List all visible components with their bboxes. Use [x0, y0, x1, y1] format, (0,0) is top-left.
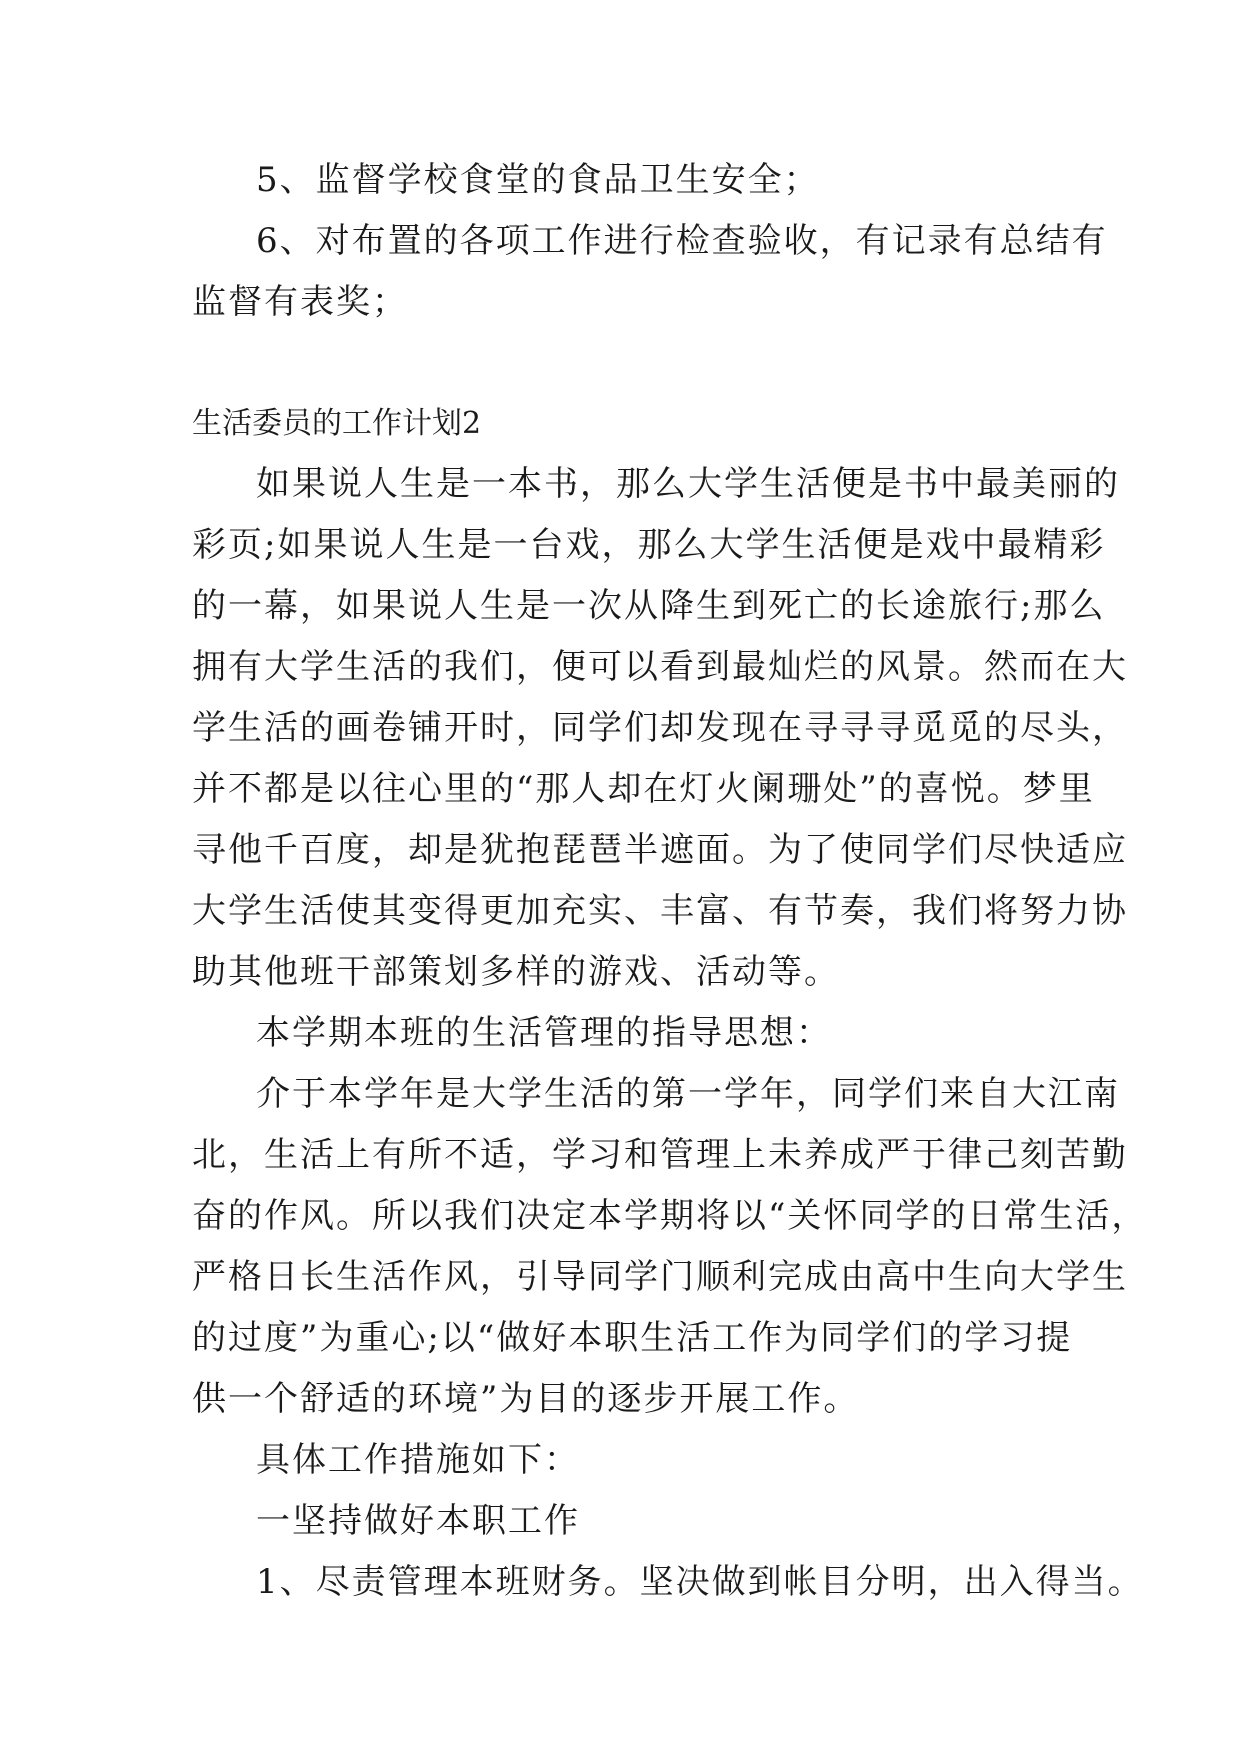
paragraph-line: 寻他千百度，却是犹抱琵琶半遮面。为了使同学们尽快适应 [192, 830, 1128, 870]
paragraph-line: 拥有大学生活的我们，便可以看到最灿烂的风景。然而在大 [192, 647, 1128, 687]
list-item: 6、对布置的各项工作进行检查验收，有记录有总结有 [256, 221, 1108, 261]
paragraph-line: 大学生活使其变得更加充实、丰富、有节奏，我们将努力协 [192, 891, 1128, 931]
paragraph-line: 助其他班干部策划多样的游戏、活动等。 [192, 952, 840, 992]
paragraph-line: 严格日长生活作风，引导同学门顺利完成由高中生向大学生 [192, 1257, 1128, 1297]
paragraph-line: 学生活的画卷铺开时，同学们却发现在寻寻寻觅觅的尽头， [192, 708, 1128, 748]
paragraph-line: 彩页;如果说人生是一台戏，那么大学生活便是戏中最精彩 [192, 525, 1106, 565]
list-item: 1、尽责管理本班财务。坚决做到帐目分明，出入得当。 [256, 1562, 1144, 1602]
list-item: 5、监督学校食堂的食品卫生安全； [256, 160, 820, 200]
paragraph-line: 的一幕，如果说人生是一次从降生到死亡的长途旅行;那么 [192, 586, 1106, 626]
paragraph-line: 并不都是以往心里的“那人却在灯火阑珊处”的喜悦。梦里 [192, 769, 1095, 809]
subsection-heading: 一坚持做好本职工作 [256, 1501, 580, 1541]
paragraph-line: 奋的作风。所以我们决定本学期将以“关怀同学的日常生活， [192, 1196, 1148, 1236]
list-item-continuation: 监督有表奖； [192, 282, 408, 322]
guiding-heading: 本学期本班的生活管理的指导思想： [256, 1013, 832, 1053]
paragraph-line: 供一个舒适的环境”为目的逐步开展工作。 [192, 1379, 860, 1419]
measures-heading: 具体工作措施如下： [256, 1440, 580, 1480]
paragraph-line: 如果说人生是一本书，那么大学生活便是书中最美丽的 [256, 464, 1120, 504]
section-title: 生活委员的工作计划2 [192, 406, 482, 441]
paragraph-line: 介于本学年是大学生活的第一学年，同学们来自大江南 [256, 1074, 1120, 1114]
paragraph-line: 北，生活上有所不适，学习和管理上未养成严于律己刻苦勤 [192, 1135, 1128, 1175]
document-page [192, 150, 1148, 1613]
paragraph-line: 的过度”为重心;以“做好本职生活工作为同学们的学习提 [192, 1318, 1073, 1358]
section-gap [192, 333, 1072, 393]
